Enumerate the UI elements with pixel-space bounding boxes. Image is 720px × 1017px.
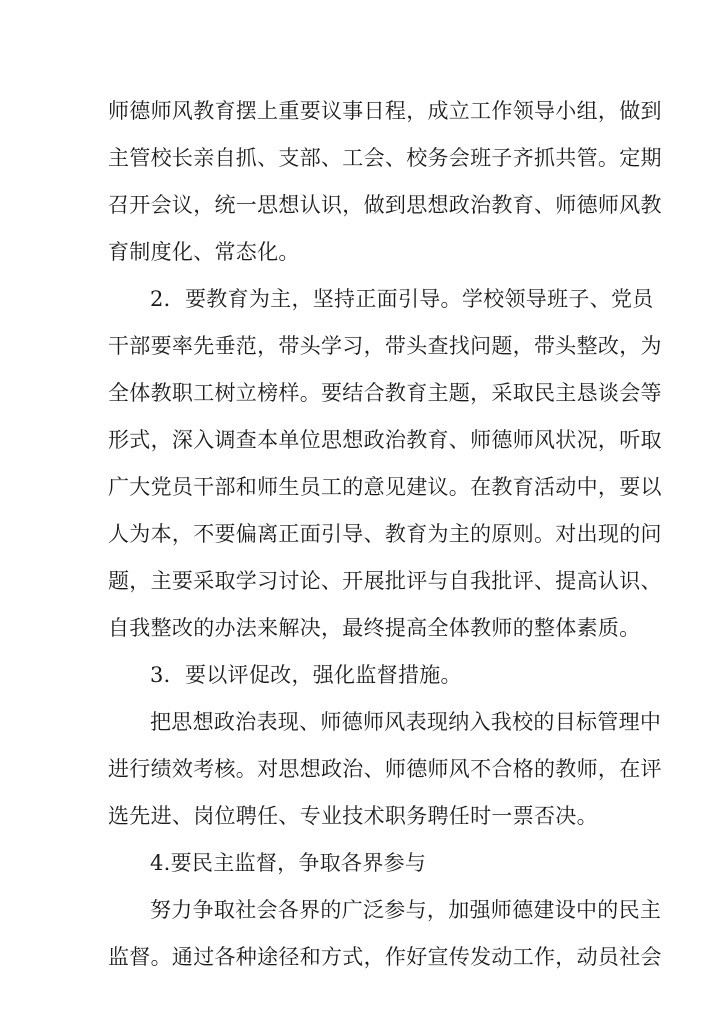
paragraph-heading: 3．要以评促改，强化监督措施。 xyxy=(150,663,462,687)
text-line: 广大党员干部和师生员工的意见建议。在教育活动中，要以 xyxy=(108,475,662,499)
text-line: 人为本，不要偏离正面引导、教育为主的原则。对出现的问 xyxy=(108,522,662,546)
text-line: 选先进、岗位聘任、专业技术职务聘任时一票否决。 xyxy=(108,804,598,828)
text-line: 主管校长亲自抓、支部、工会、校务会班子齐抓共管。定期 xyxy=(108,146,662,170)
paragraph-heading: 2．要教育为主，坚持正面引导。学校领导班子、党员 xyxy=(150,287,654,311)
text-line: 题，主要采取学习讨论、开展批评与自我批评、提高认识、 xyxy=(108,569,662,593)
text-line: 自我整改的办法来解决，最终提高全体教师的整体素质。 xyxy=(108,616,641,640)
text-line: 监督。通过各种途径和方式，作好宣传发动工作，动员社会 xyxy=(108,945,662,969)
text-line: 育制度化、常态化。 xyxy=(108,240,300,264)
text-line: 进行绩效考核。对思想政治、师德师风不合格的教师，在评 xyxy=(108,757,662,781)
text-line: 努力争取社会各界的广泛参与，加强师德建设中的民主 xyxy=(150,898,662,922)
text-line: 全体教职工树立榜样。要结合教育主题，采取民主恳谈会等 xyxy=(108,381,662,405)
text-line: 干部要率先垂范，带头学习，带头查找问题，带头整改，为 xyxy=(108,334,662,358)
text-line: 形式，深入调查本单位思想政治教育、师德师风状况，听取 xyxy=(108,428,662,452)
text-line: 把思想政治表现、师德师风表现纳入我校的目标管理中 xyxy=(150,710,662,734)
paragraph-heading: 4.要民主监督，争取各界参与 xyxy=(150,851,427,875)
text-line: 师德师风教育摆上重要议事日程，成立工作领导小组，做到 xyxy=(108,99,662,123)
text-line: 召开会议，统一思想认识，做到思想政治教育、师德师风教 xyxy=(108,193,662,217)
